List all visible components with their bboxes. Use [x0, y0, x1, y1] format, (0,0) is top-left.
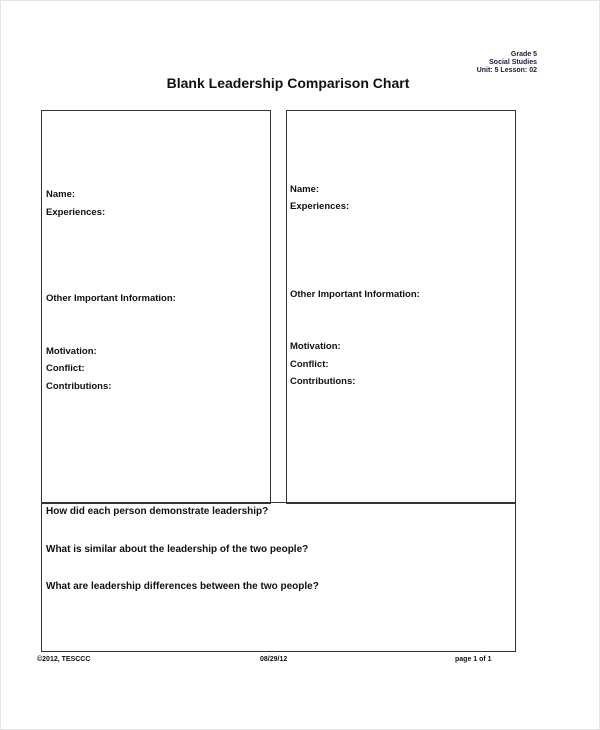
right-conflict-label: Conflict:: [290, 359, 329, 370]
left-conflict-label: Conflict:: [46, 363, 85, 374]
left-person-box: [41, 110, 271, 504]
left-name-label: Name:: [46, 189, 76, 200]
left-experiences-label: Experiences:: [46, 207, 106, 218]
questions-box: [41, 502, 516, 652]
question-1: How did each person demonstrate leadership?: [46, 506, 269, 517]
left-motivation-label: Motivation:: [46, 346, 97, 357]
right-experiences-label: Experiences:: [290, 201, 350, 212]
footer-copyright: ©2012, TESCCC: [37, 656, 91, 663]
right-name-label: Name:: [290, 184, 320, 195]
question-2: What is similar about the leadership of the two people?: [46, 544, 309, 555]
header-subject: Social Studies: [489, 59, 537, 66]
left-other-info-label: Other Important Information:: [46, 293, 176, 304]
footer-date: 08/29/12: [260, 656, 288, 663]
right-person-box: [286, 110, 516, 504]
left-contributions-label: Contributions:: [46, 381, 112, 392]
right-motivation-label: Motivation:: [290, 341, 341, 352]
right-other-info-label: Other Important Information:: [290, 289, 420, 300]
header-unit-lesson: Unit: 5 Lesson: 02: [476, 67, 537, 74]
header-grade: Grade 5: [510, 51, 537, 58]
right-contributions-label: Contributions:: [290, 376, 356, 387]
footer-page-number: page 1 of 1: [455, 656, 492, 663]
page-title: Blank Leadership Comparison Chart: [166, 75, 410, 91]
question-3: What are leadership differences between the two people?: [46, 581, 319, 592]
